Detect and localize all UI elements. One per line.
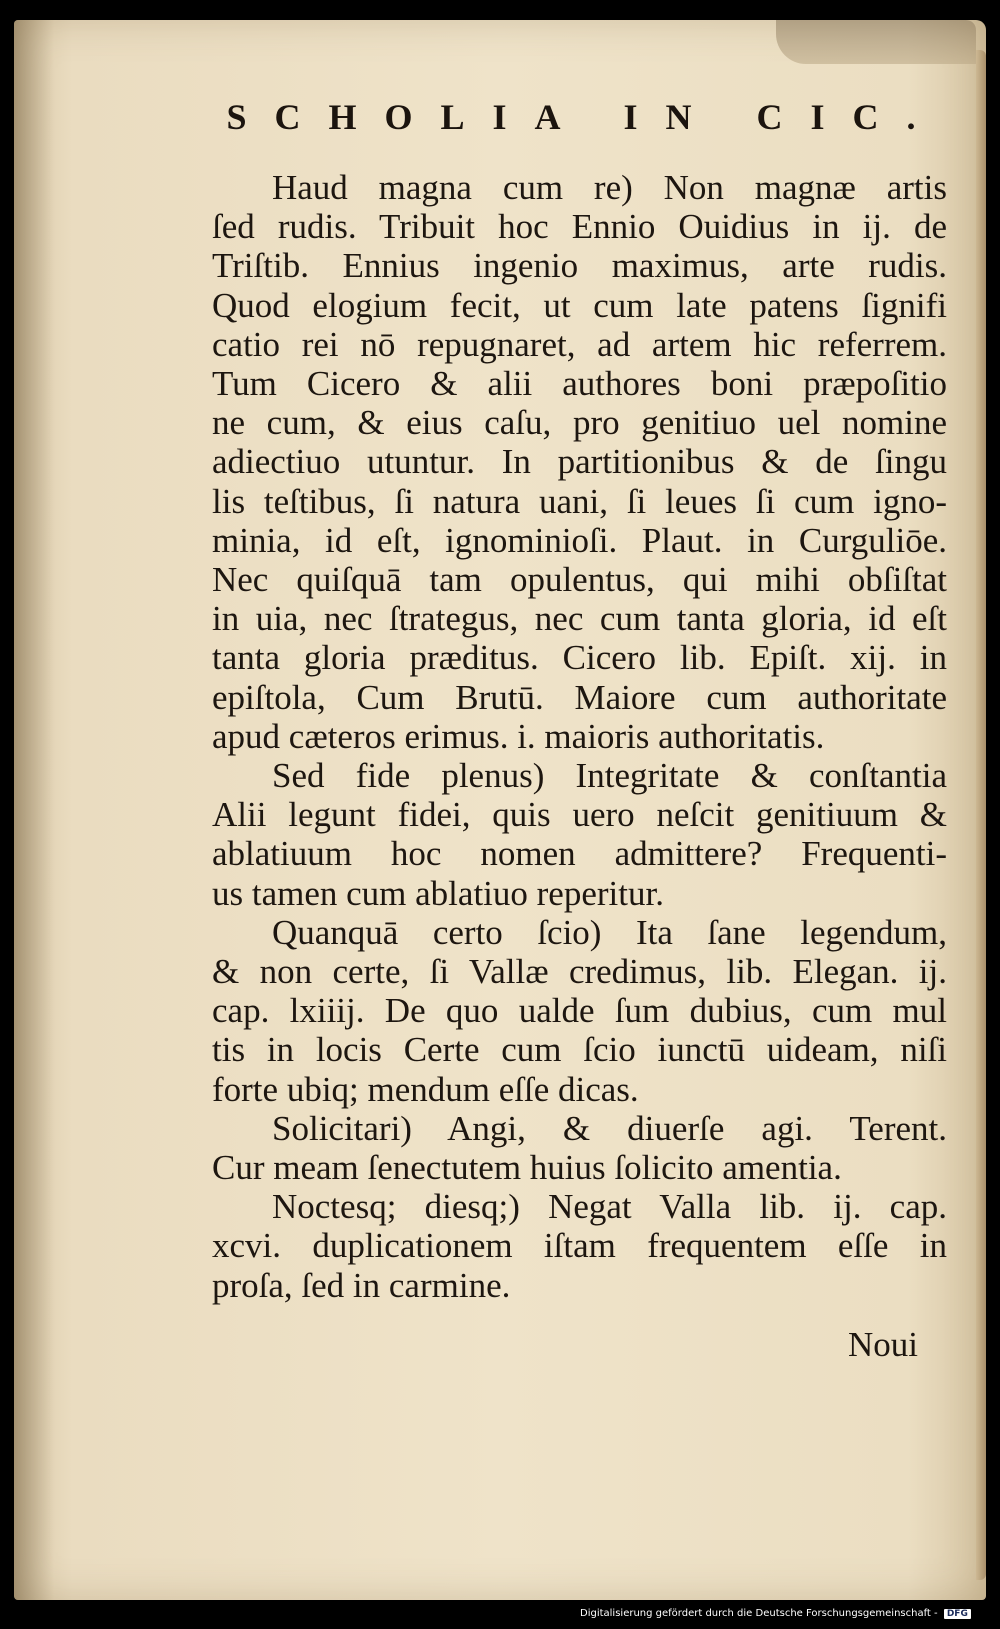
text-line: Noctesq; diesq;) Negat Valla lib. ij. cap.: [272, 1187, 947, 1227]
digitization-credit: [580, 1608, 971, 1619]
corner-stain: [776, 20, 976, 64]
text-line: Sed fide plenus) Integritate & conſtantia: [272, 756, 947, 796]
text-line: Quod elogium fecit, ut cum late patens ſignifi: [212, 285, 947, 325]
text-line: Alii legunt fidei, quis uero neſcit genitiuum &: [212, 795, 947, 835]
text-line: tis in locis Certe cum ſcio iunctū uideam, niſi: [212, 1030, 947, 1070]
catchword: Noui: [848, 1325, 918, 1364]
text-line: minia, id eſt, ignominioſi. Plaut. in Curguliōe.: [212, 520, 947, 560]
text-line: proſa, ſed in carmine.: [212, 1265, 511, 1305]
running-head: SCHOLIA IN CIC.: [226, 97, 944, 137]
text-line: Triſtib. Ennius ingenio maximus, arte rudis.: [212, 246, 947, 286]
page-edge: [976, 50, 986, 1580]
text-line: Haud magna cum re) Non magnæ artis: [272, 168, 947, 207]
text-line: Cur meam ſenectutem huius ſolicito amentia.: [212, 1148, 842, 1188]
text-line: apud cæteros erimus. i. maioris authoritatis.: [212, 716, 825, 756]
text-line: cap. lxiiij. De quo ualde ſum dubius, cum mul: [212, 991, 947, 1031]
body-text: [212, 168, 947, 1305]
text-line: epiſtola, Cum Brutū. Maiore cum authoritate: [212, 677, 947, 717]
text-line: Tum Cicero & alii authores boni præpoſitio: [212, 364, 947, 404]
credit-text: Digitalisierung gefördert durch die Deutsche Forschungsgemeinschaft -: [580, 1608, 938, 1619]
text-line: lis teſtibus, ſi natura uani, ſi leues ſi cum igno-: [212, 481, 947, 521]
gutter-shadow: [14, 20, 54, 1600]
text-line: catio rei nō repugnaret, ad artem hic referrem.: [212, 324, 947, 364]
text-line: Solicitari) Angi, & diuerſe agi. Terent.: [272, 1108, 947, 1148]
dfg-logo: DFG: [944, 1609, 971, 1619]
text-line: Nec quiſquā tam opulentus, qui mihi obſiſtat: [212, 560, 947, 600]
text-line: adiectiuo utuntur. In partitionibus & de ſingu: [212, 442, 947, 482]
text-line: ſed rudis. Tribuit hoc Ennio Ouidius in ij. de: [212, 207, 947, 247]
text-line: tanta gloria præditus. Cicero lib. Epiſt. xij. in: [212, 638, 947, 678]
text-line: ne cum, & eius caſu, pro genitiuo uel nomine: [212, 403, 947, 443]
text-line: ablatiuum hoc nomen admittere? Frequenti-: [212, 834, 947, 874]
text-line: us tamen cum ablatiuo reperitur.: [212, 873, 664, 913]
text-line: Quanquā certo ſcio) Ita ſane legendum,: [272, 912, 947, 952]
text-line: forte ubiq; mendum eſſe dicas.: [212, 1069, 639, 1109]
text-line: in uia, nec ſtrategus, nec cum tanta gloria, id eſt: [212, 599, 947, 639]
text-line: xcvi. duplicationem iſtam frequentem eſſe in: [212, 1226, 947, 1266]
text-line: & non certe, ſi Vallæ credimus, lib. Elegan. ij.: [212, 952, 947, 992]
